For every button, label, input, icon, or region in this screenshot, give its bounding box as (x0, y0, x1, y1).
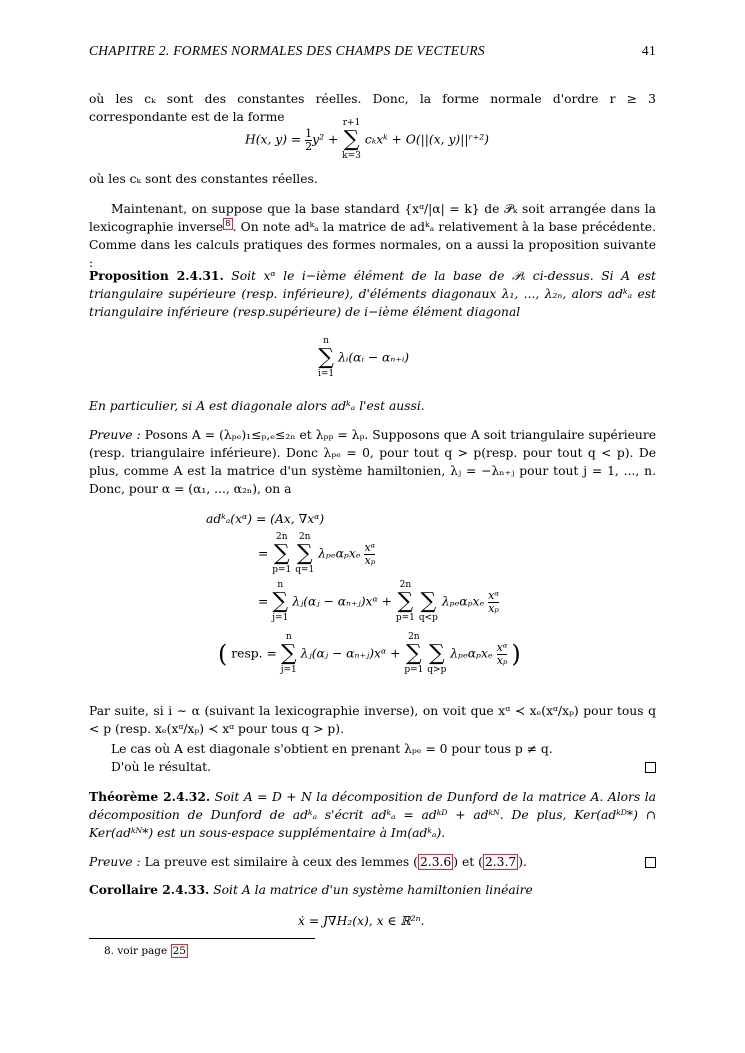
paragraph-1: où les cₖ sont des constantes réelles. Donc, la forme normale d'ordre r ≥ 3 correspondante est de la forme (89, 92, 656, 124)
align-line-1: adᵏₐ(xᵅ) = (Ax, ∇xᵅ) (206, 512, 325, 526)
ref-lemma-2-3-7[interactable]: 2.3.7 (484, 855, 517, 869)
ref-lemma-2-3-6[interactable]: 2.3.6 (419, 855, 452, 869)
corollary-2-4-33: Corollaire 2.4.33. Soit A la matrice d'un système hamiltonien linéaire (89, 882, 533, 897)
footnote-ref-8[interactable]: 8 (225, 218, 231, 229)
qed-box-1 (645, 762, 656, 773)
paragraph-6: D'où le résultat. (111, 760, 212, 774)
running-header (89, 42, 656, 60)
proposition-2-4-31: Proposition 2.4.31. Soit xᵅ le i−ième élément de la base de 𝒫ₖ ci-dessus. Si A est triangulaire supérieure (resp. inférieure), d'éléments diagonaux λ₁, ..., λ₂ₙ, alors adᵏₐ est triangulaire inférieure (resp.supérieure) de i−ième élément diagonal (89, 268, 656, 319)
align-line-3: = n ∑ j=1 λⱼ(αⱼ − αₙ₊ⱼ)xᵅ + 2n ∑ p=1 ∑ q<p λₚₑαₚxₑ $\frac{\text{xᵅ}}{\text{xₚ}}$ (258, 580, 500, 623)
footnote-8: 8. voir page 25 (104, 945, 186, 957)
qed-box-2 (645, 857, 656, 868)
equation-hamiltonian: H(x, y) = $\frac{1}{2}$ y² + r+1 ∑ k=3 cₖxᵏ + O(||(x, y)||ʳ⁺²) (245, 118, 489, 161)
paragraph-3: Maintenant, on suppose que la base standard {xᵅ/|α| = k} de 𝒫ₖ soit arrangée dans la lexicographie inverse $^8$ . On note adᵏₐ la matrice de adᵏₐ relativement à la base précédente. Comme dans les calculs pratiques des formes normales, on a aussi la proposition suivante : (89, 202, 656, 270)
paragraph-5: Le cas où A est diagonale s'obtient en prenant λₚₑ = 0 pour tous p ≠ q. (111, 742, 553, 756)
theorem-2-4-32: Théorème 2.4.32. Soit A = D + N la décomposition de Dunford de la matrice A. Alors la décomposition de Dunford de adᵏₐ s'écrit adᵏₐ = adᵏᴰ + adᵏᴺ. De plus, Ker(adᵏᴰ*) ∩ Ker(adᵏᴺ*) est un sous-espace supplémentaire à Im(adᵏₐ). (89, 789, 656, 840)
equation-hamiltonian-system: ẋ = J∇H₂(x), x ∈ ℝ²ⁿ. (298, 914, 425, 928)
equation-diagonal-sum: n ∑ i=1 λᵢ(αᵢ − αₙ₊ᵢ) (318, 336, 410, 379)
proof-1: Preuve : Posons A = (λₚₑ)₁≤ₚ,ₑ≤₂ₙ et λₚₚ = λₚ. Supposons que A soit triangulaire supérieure (resp. triangulaire inférieure). Donc λₚₑ = 0, pour tout q > p(resp. pour tout q < p). De plus, comme A est la matrice d'un système hamiltonien, λⱼ = −λₙ₊ⱼ pour tout j = 1, ..., n. Donc, pour α = (α₁, ..., α₂ₙ), on a (89, 428, 656, 496)
paragraph-2: où les cₖ sont des constantes réelles. (89, 172, 318, 186)
proof-2: Preuve : La preuve est similaire à ceux des lemmes ( 2.3.6 ) et ( 2.3.7 ). (89, 855, 527, 869)
page-number: 41 (641, 43, 656, 58)
paragraph-4: Par suite, si i ∼ α (suivant la lexicographie inverse), on voit que xᵅ ≺ xₑ(xᵅ/xₚ) pour tous q < p (resp. xₑ(xᵅ/xₚ) ≺ xᵅ pour tous q > p). (89, 704, 656, 736)
align-line-2: = 2n ∑ p=1 2n ∑ q=1 λₚₑαₚxₑ $\frac{\text{xᵅ}}{\text{xₚ}}$ (258, 532, 376, 575)
chapter-title: CHAPITRE 2. FORMES NORMALES DES CHAMPS DE VECTEURS (89, 43, 485, 58)
footnote-rule (89, 938, 315, 939)
proposition-tail: En particulier, si A est diagonale alors adᵏₐ l'est aussi. (89, 399, 425, 413)
align-line-4: ( resp. = n ∑ j=1 λⱼ(αⱼ − αₙ₊ⱼ)xᵅ + 2n ∑ p=1 ∑ q>p λₚₑαₚxₑ $\frac{\text{xᵅ}}{\text{xₚ}}$ ) (218, 632, 521, 675)
footnote-page-ref[interactable]: 25 (172, 945, 186, 957)
